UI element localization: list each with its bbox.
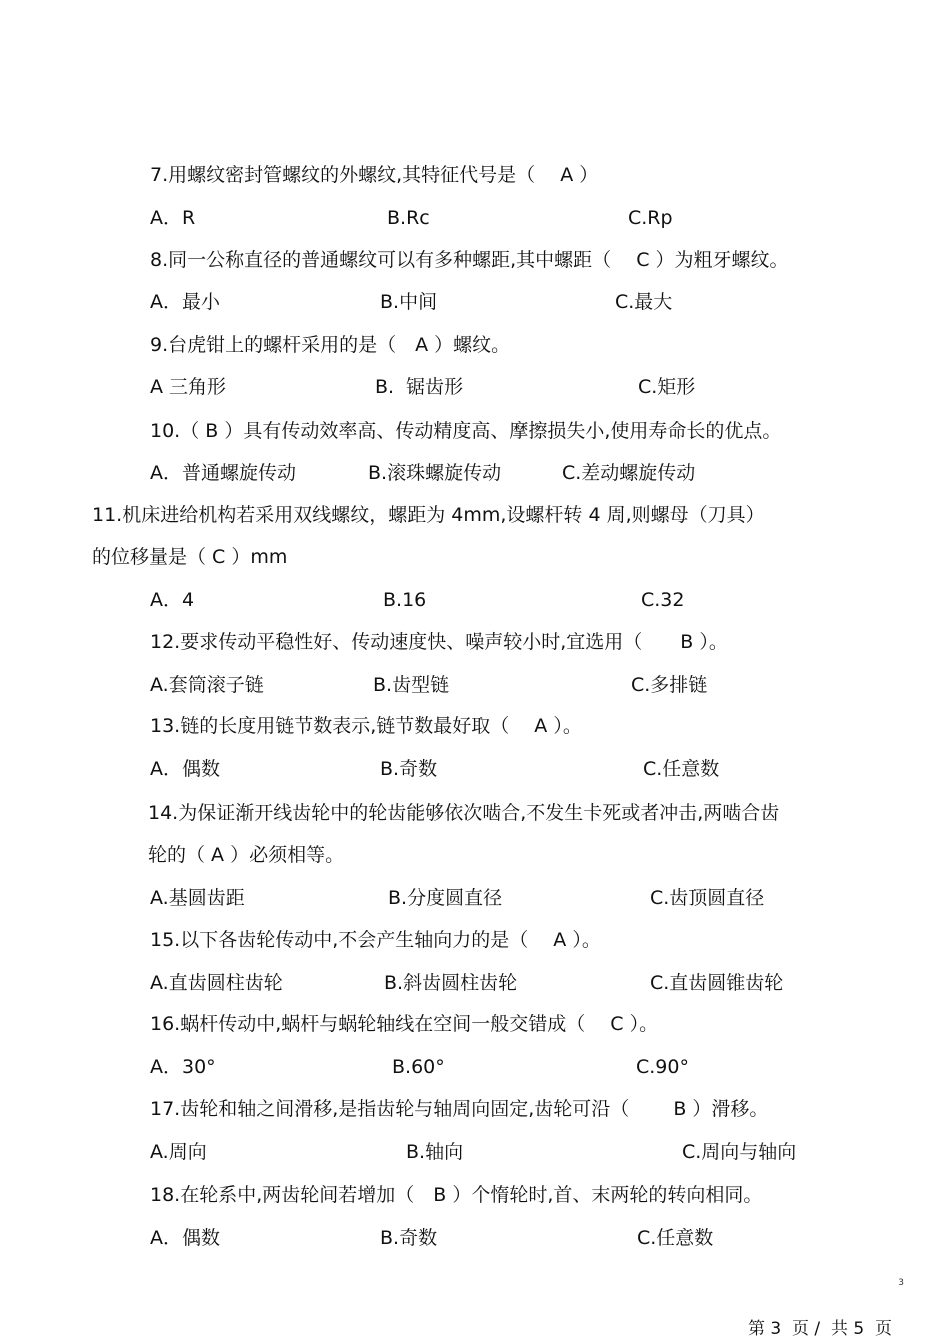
question-18-option-b: B.奇数 [380,1227,438,1249]
question-7-option-c: C.Rp [628,207,673,229]
question-12-option-c: C.多排链 [631,674,708,696]
question-17-option-c: C.周向与轴向 [682,1141,797,1163]
question-16-option-c: C.90° [636,1056,689,1078]
question-10-option-a: A．普通螺旋传动 [150,462,296,484]
question-9-option-b: B. 锯齿形 [375,376,464,398]
question-11-stem-line-2: 的位移量是（ C ）mm [92,546,288,568]
question-9-stem: 9.台虎钳上的螺杆采用的是（ A ）螺纹。 [150,334,511,356]
question-10-stem: 10.（ B ）具有传动效率高、传动精度高、摩擦损失小,使用寿命长的优点。 [150,420,782,442]
question-15-stem: 15.以下各齿轮传动中,不会产生轴向力的是（ A ）。 [150,929,601,951]
question-15-option-c: C.直齿圆锥齿轮 [650,972,784,994]
question-16-option-b: B.60° [392,1056,445,1078]
question-12-stem: 12.要求传动平稳性好、传动速度快、噪声较小时,宜选用（ B ）。 [150,631,728,653]
page-number-small: 3 [898,1278,904,1288]
question-9-option-c: C.矩形 [638,376,696,398]
question-11-option-c: C.32 [641,589,685,611]
question-8-option-b: B.中间 [380,291,438,313]
question-7-option-a: A．R [150,207,196,229]
question-14-option-c: C.齿顶圆直径 [650,887,765,909]
question-18-option-a: A．偶数 [150,1227,220,1249]
question-17-option-a: A.周向 [150,1141,207,1163]
question-8-option-c: C.最大 [615,291,673,313]
question-12-option-b: B.齿型链 [373,674,450,696]
question-8-option-a: A．最小 [150,291,220,313]
question-14-stem-line-2: 轮的（ A ）必须相等。 [148,844,345,866]
question-17-option-b: B.轴向 [406,1141,464,1163]
question-18-stem: 18.在轮系中,两齿轮间若增加（ B ）个惰轮时,首、末两轮的转向相同。 [150,1184,763,1206]
question-13-stem: 13.链的长度用链节数表示,链节数最好取（ A ）。 [150,715,582,737]
question-17-stem: 17.齿轮和轴之间滑移,是指齿轮与轴周向固定,齿轮可沿（ B ）滑移。 [150,1098,769,1120]
question-7-option-b: B.Rc [387,207,430,229]
question-14-option-a: A.基圆齿距 [150,887,245,909]
question-7-stem: 7.用螺纹密封管螺纹的外螺纹,其特征代号是（ A ） [150,164,599,186]
question-14-stem-line-1: 14.为保证渐开线齿轮中的轮齿能够依次啮合,不发生卡死或者冲击,两啮合齿 [148,802,780,824]
question-12-option-a: A.套筒滚子链 [150,674,264,696]
page-footer: 第 3 页 / 共 5 页 [748,1319,892,1339]
question-10-option-b: B.滚珠螺旋传动 [368,462,502,484]
question-16-option-a: A．30° [150,1056,216,1078]
question-9-option-a: A 三角形 [150,376,227,398]
question-11-stem-line-1: 11.机床进给机构若采用双线螺纹，螺距为 4mm,设螺杆转 4 周,则螺母（刀具） [92,504,765,526]
question-13-option-c: C.任意数 [643,758,720,780]
question-15-option-b: B.斜齿圆柱齿轮 [384,972,518,994]
question-14-option-b: B.分度圆直径 [388,887,503,909]
question-15-option-a: A.直齿圆柱齿轮 [150,972,283,994]
question-10-option-c: C.差动螺旋传动 [562,462,696,484]
question-11-option-b: B.16 [383,589,427,611]
question-18-option-c: C.任意数 [637,1227,714,1249]
question-16-stem: 16.蜗杆传动中,蜗杆与蜗轮轴线在空间一般交错成（ C ）。 [150,1013,659,1035]
question-8-stem: 8.同一公称直径的普通螺纹可以有多种螺距,其中螺距（ C ）为粗牙螺纹。 [150,249,789,271]
question-13-option-a: A．偶数 [150,758,220,780]
question-11-option-a: A．4 [150,589,195,611]
question-13-option-b: B.奇数 [380,758,438,780]
